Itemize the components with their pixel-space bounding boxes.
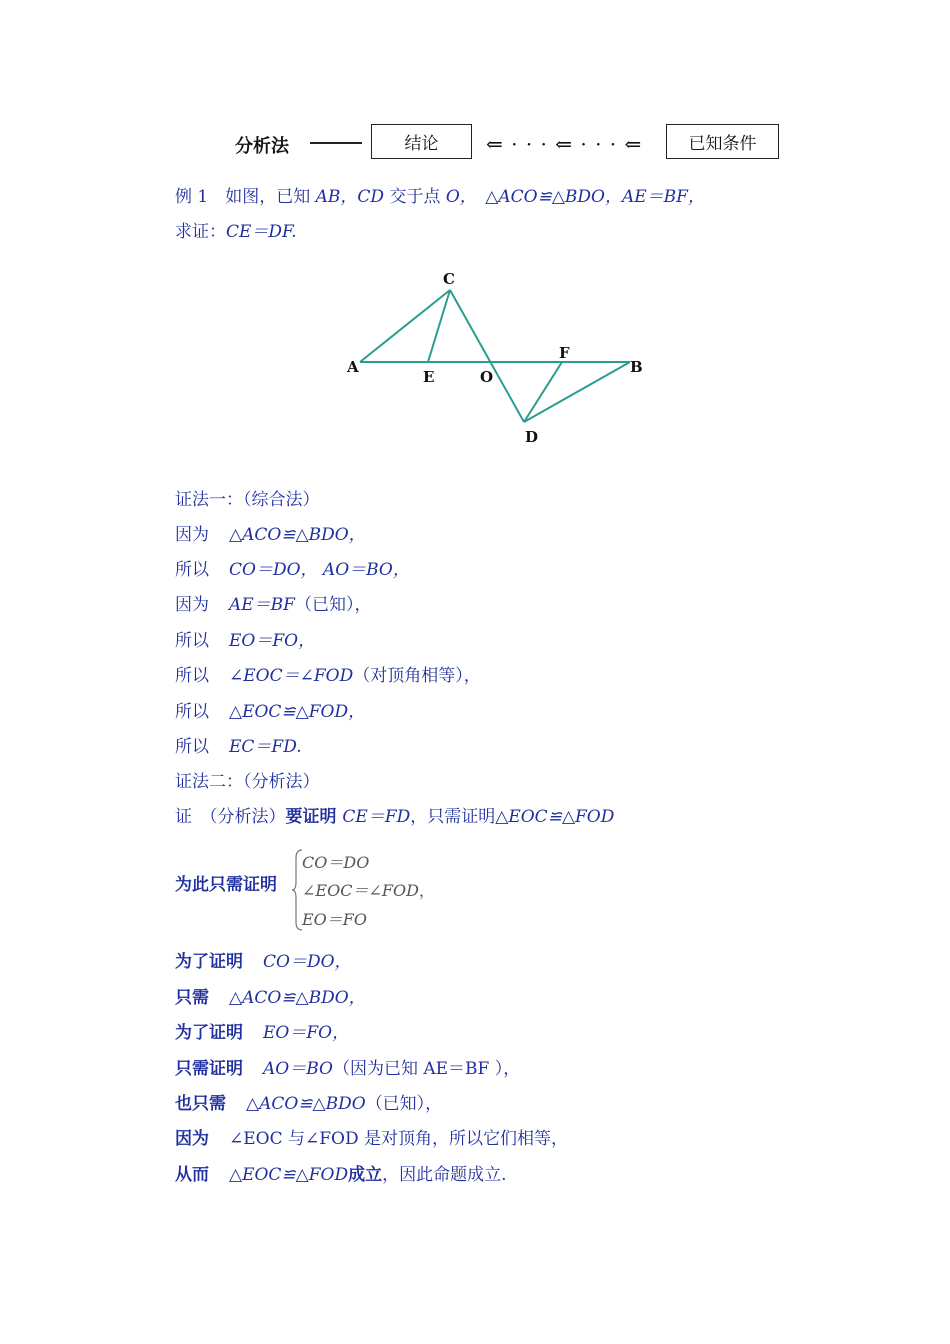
proof1-line-6: 所以 △EOC≌△FOD，	[175, 702, 366, 722]
arrow-chain: ⇐ · · · ⇐ · · · ⇐	[486, 132, 643, 156]
proof2-line-4: 只需证明 AO＝BO（因为已知 AE＝BF ），	[175, 1059, 521, 1079]
label-F: F	[559, 344, 570, 362]
label-E: E	[423, 368, 435, 386]
label-A: A	[347, 358, 359, 376]
proof1-line-4: 所以 EO＝FO，	[175, 631, 316, 651]
label-C: C	[443, 270, 455, 288]
brace-system	[290, 848, 450, 932]
segment-DF	[524, 362, 562, 422]
geometry-figure	[340, 262, 650, 452]
known-conditions-box	[666, 124, 779, 159]
method-label: 分析法	[235, 136, 289, 157]
connector-line	[310, 142, 362, 144]
example-line-1: 例 1 如图，已知 AB，CD 交于点 O， △ACO≌△BDO，AE＝BF，	[175, 187, 705, 207]
proof1-title: 证法一：（综合法）	[175, 490, 320, 510]
proof1-line-2: 所以 CO＝DO， AO＝BO，	[175, 560, 410, 580]
proof1-line-3: 因为 AE＝BF（已知），	[175, 595, 372, 615]
segment-DB	[524, 362, 630, 422]
segment-AC	[360, 290, 450, 362]
proof1-line-5: 所以 ∠EOC＝∠FOD（对顶角相等），	[175, 666, 481, 686]
known-conditions-text: 已知条件	[688, 134, 757, 154]
brace-item-2: ∠EOC＝∠FOD，	[302, 881, 435, 900]
proof2-line-5: 也只需 △ACO≌△BDO（已知），	[175, 1094, 443, 1114]
proof2-line-2: 只需 △ACO≌△BDO，	[175, 988, 366, 1008]
segment-CD	[450, 290, 524, 422]
proof2-line-1: 为了证明 CO＝DO，	[175, 952, 352, 972]
label-B: B	[630, 358, 643, 376]
example-line-2: 求证：CE＝DF.	[175, 222, 297, 242]
proof2-intro: 证 （分析法）要证明 CE＝FD，只需证明△EOC≌△FOD	[175, 807, 615, 827]
conclusion-box	[371, 124, 472, 159]
proof1-line-7: 所以 EC＝FD.	[175, 737, 302, 757]
brace-item-1: CO＝DO	[302, 853, 370, 872]
segment-CE	[428, 290, 450, 362]
proof2-line-7: 从而 △EOC≌△FOD成立，因此命题成立.	[175, 1165, 507, 1185]
proof2-line-6: 因为 ∠EOC 与∠FOD 是对顶角，所以它们相等，	[175, 1129, 569, 1149]
conclusion-text: 结论	[404, 134, 439, 154]
proof2-line-3: 为了证明 EO＝FO，	[175, 1023, 350, 1043]
label-O: O	[480, 368, 494, 386]
label-D: D	[525, 428, 539, 446]
proof2-title: 证法二：（分析法）	[175, 772, 320, 792]
brace-label: 为此只需证明	[175, 875, 277, 895]
brace-item-3: EO＝FO	[302, 910, 368, 929]
proof1-line-1: 因为 △ACO≌△BDO，	[175, 525, 366, 545]
